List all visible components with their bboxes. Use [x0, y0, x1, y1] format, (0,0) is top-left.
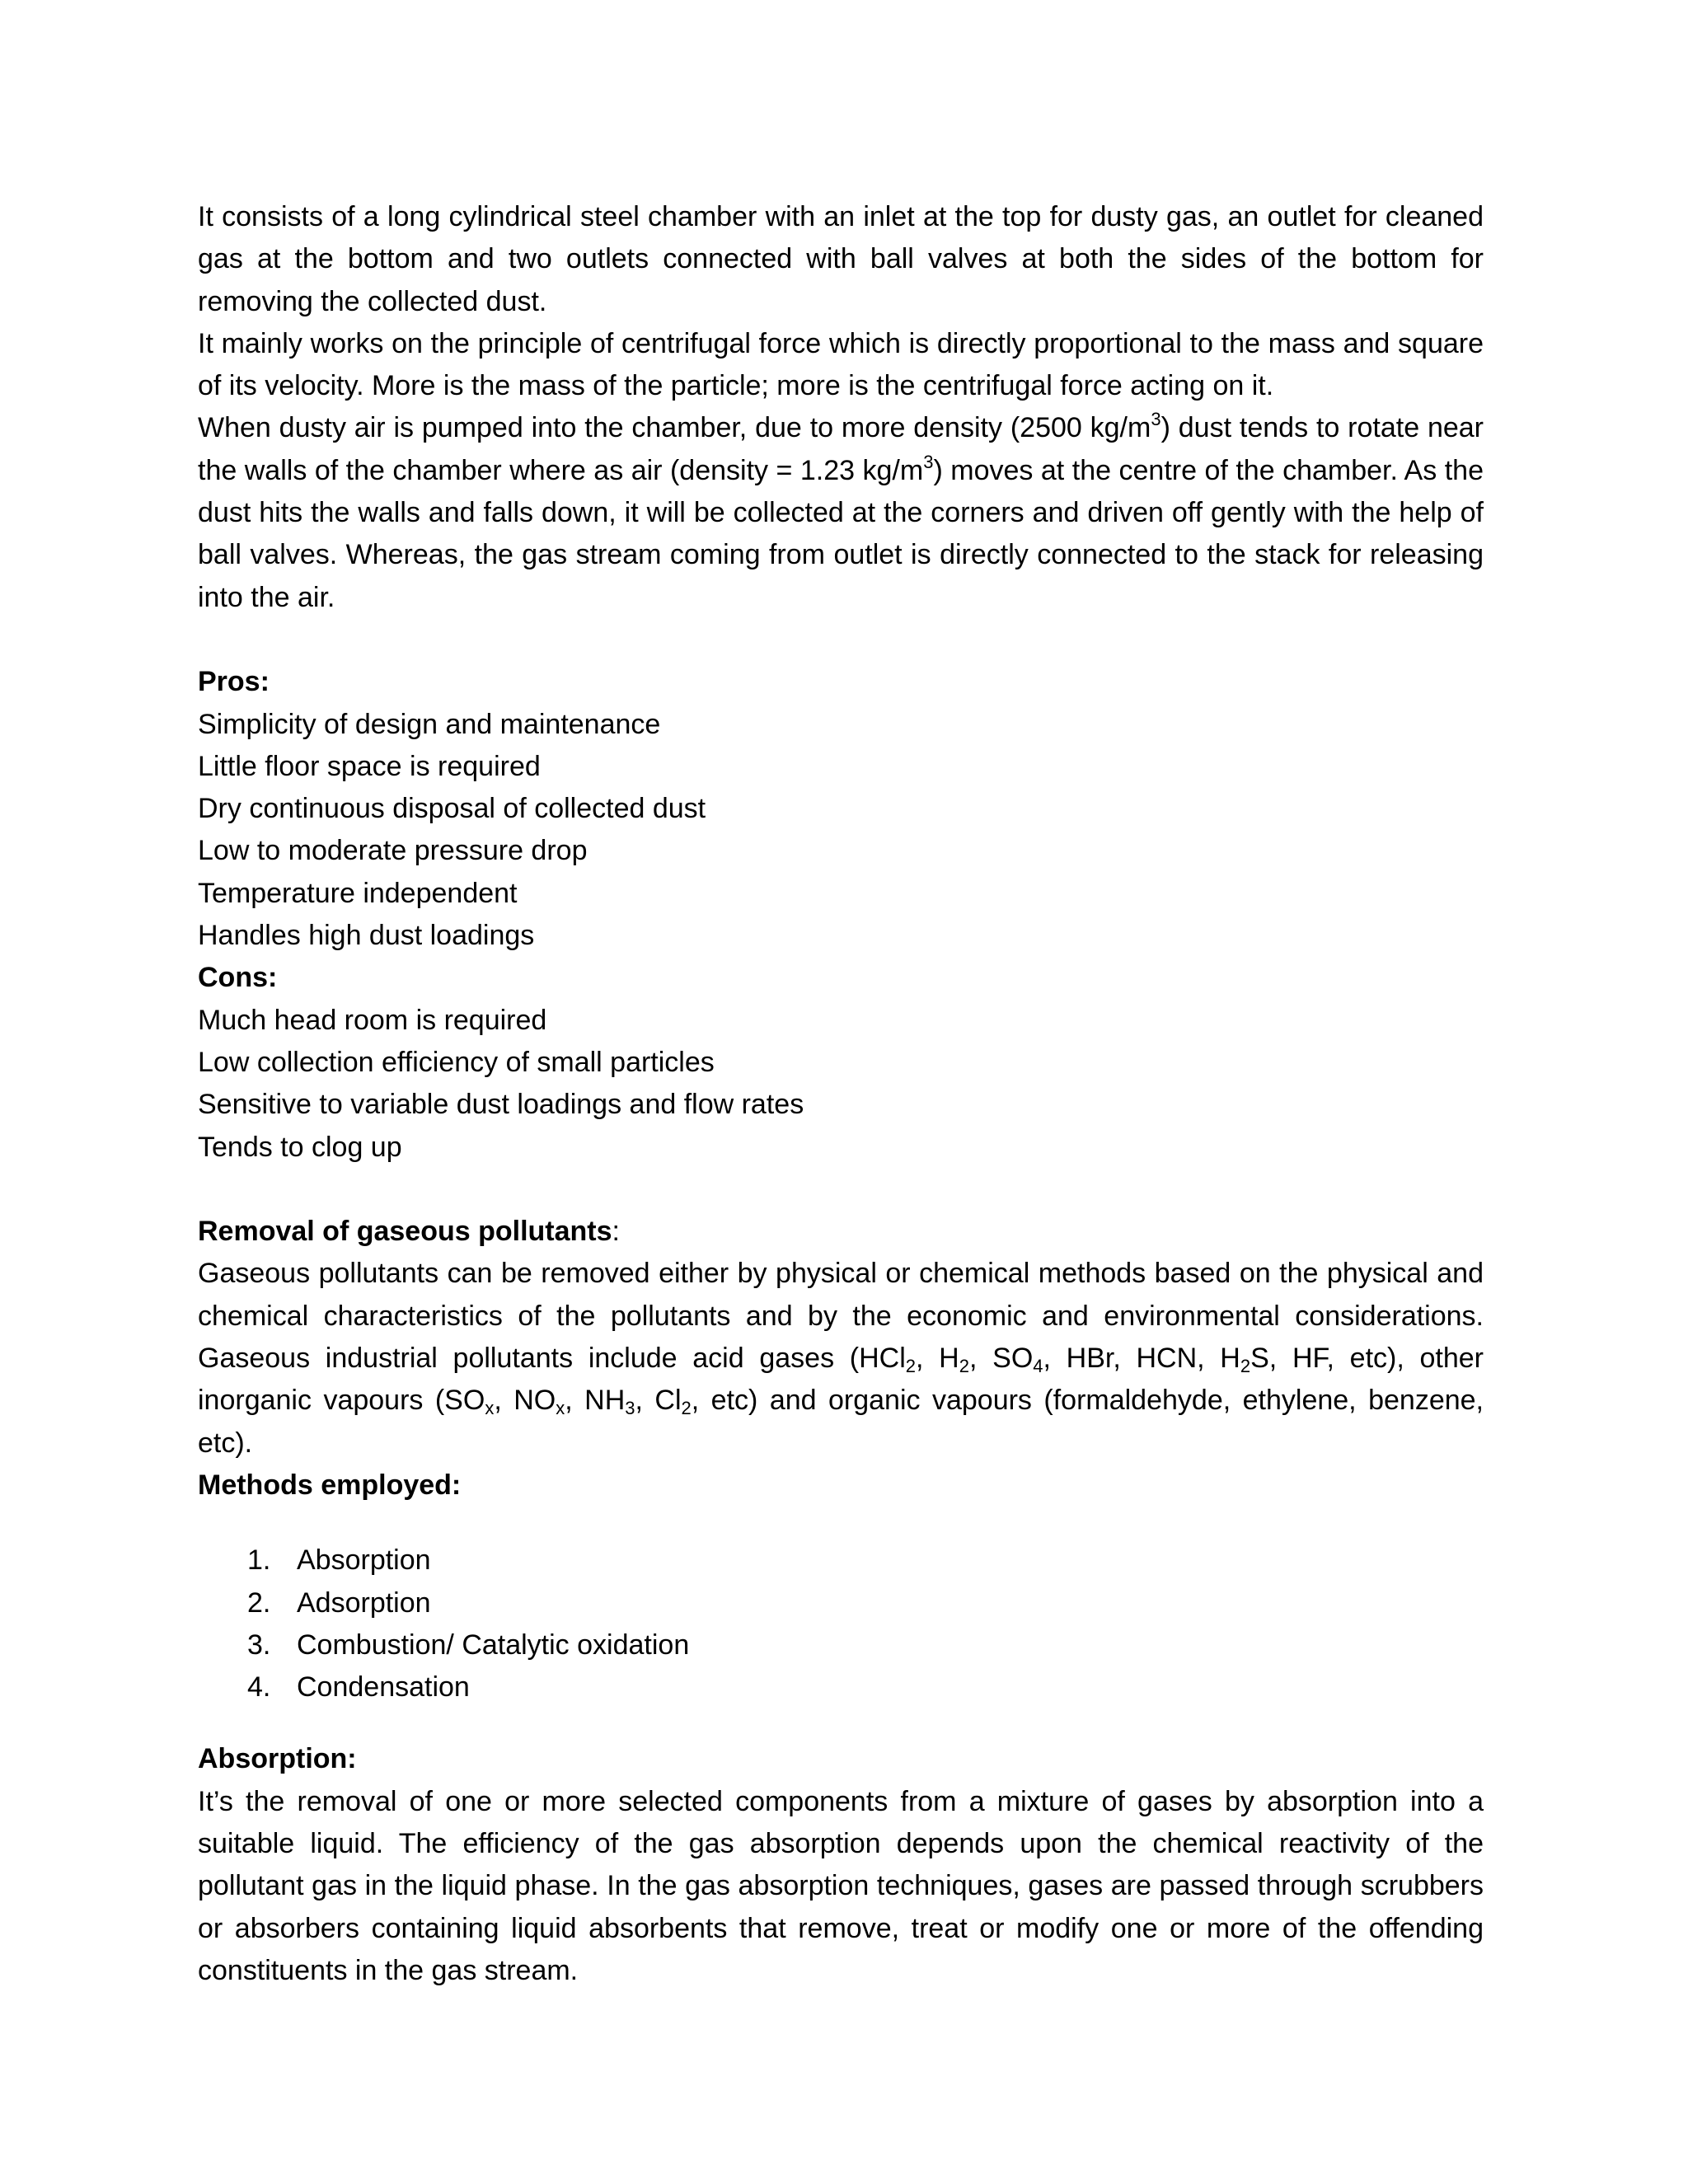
gaseous-pollutants-heading-line [198, 1211, 1484, 1253]
gaseous-pollutants-paragraph [198, 1253, 1484, 1464]
list-number: 3. [247, 1629, 271, 1661]
methods-heading: Methods employed: [198, 1469, 462, 1501]
pros-item: Temperature independent [198, 877, 518, 909]
superscript-3: 3 [1151, 409, 1161, 430]
list-number: 2. [247, 1586, 271, 1619]
spacer [198, 1169, 1484, 1211]
absorption-paragraph: It’s the removal of one or more selected components from a mixture of gases by absorption into a suitable liquid. The efficiency of the gas absorption depends upon the chemical reactivity of the pollutant gas in the liquid phase. In the gas absorption techniques, gases are passed through scrubbers or absorbers containing liquid absorbents that remove, treat or modify one or more of the offending constituents in the gas stream. [198, 1785, 1484, 1986]
pros-item: Low to moderate pressure drop [198, 835, 588, 867]
cons-item: Low collection efficiency of small particles [198, 1046, 715, 1078]
working-paragraph [198, 407, 1484, 618]
list-item [198, 1624, 1484, 1666]
gaseous-text: , H [916, 1343, 959, 1375]
pros-item: Little floor space is required [198, 750, 541, 782]
cyclone-description-paragraph: It consists of a long cylindrical steel chamber with an inlet at the top for dusty gas, an outlet for cleaned gas at the bottom and two outlets connected with ball valves at both the sides of the bottom for removing the collected dust. [198, 201, 1484, 317]
subscript: 3 [625, 1398, 635, 1419]
subscript: 2 [905, 1356, 917, 1377]
subscript: x [485, 1398, 495, 1419]
gaseous-text: , Cl [635, 1385, 682, 1417]
subscript: 4 [1033, 1356, 1043, 1377]
list-label: Condensation [297, 1671, 470, 1704]
list-item [198, 1582, 1484, 1624]
list-label: Adsorption [297, 1586, 431, 1619]
pros-item: Handles high dust loadings [198, 920, 535, 952]
working-text-a: When dusty air is pumped into the chamber, due to more density (2500 kg/m [198, 412, 1151, 444]
subscript: 2 [959, 1356, 969, 1377]
principle-paragraph: It mainly works on the principle of centrifugal force which is directly proportional to the mass and square of its velocity. More is the mass of the particle; more is the centrifugal force acting on it. [198, 327, 1484, 402]
spacer [198, 619, 1484, 661]
methods-list [198, 1540, 1484, 1708]
subscript: 2 [1240, 1356, 1251, 1377]
cons-heading: Cons: [198, 962, 278, 994]
list-label: Absorption [297, 1544, 431, 1577]
document-page [198, 196, 1484, 1992]
gaseous-text: , SO [968, 1343, 1034, 1375]
list-number: 1. [247, 1544, 271, 1577]
subscript: 2 [681, 1398, 692, 1419]
working-text-b: ) dust tends to rotate near the walls of the chamber where as air (density = 1.23 kg/m [198, 412, 1484, 486]
gaseous-text: Gaseous pollutants can be removed either by physical or chemical methods based on the physical and chemical characteristics of the pollutants and by the economic and environmental considerations. Gaseous industrial pollutants include acid gases (HCl [198, 1258, 1484, 1375]
gaseous-text: , NH [565, 1385, 626, 1417]
cons-item: Much head room is required [198, 1004, 547, 1036]
gaseous-pollutants-heading: Removal of gaseous pollutants [198, 1216, 612, 1248]
spacer [198, 1507, 1484, 1540]
spacer [198, 1708, 1484, 1738]
pros-item: Simplicity of design and maintenance [198, 708, 661, 740]
superscript-3: 3 [923, 451, 934, 472]
pros-heading: Pros: [198, 666, 270, 698]
cons-item: Tends to clog up [198, 1131, 402, 1163]
subscript: x [556, 1398, 565, 1419]
gaseous-text: S, HF, etc), other inorganic vapours (SO [198, 1343, 1484, 1417]
list-number: 4. [247, 1671, 271, 1704]
gaseous-text: , NO [494, 1385, 556, 1417]
gaseous-text: , HBr, HCN, H [1043, 1343, 1240, 1375]
gaseous-text: , etc) and organic vapours (formaldehyde, ethylene, benzene, etc). [198, 1385, 1484, 1459]
cons-item: Sensitive to variable dust loadings and flow rates [198, 1089, 804, 1121]
heading-colon: : [612, 1216, 620, 1248]
pros-item: Dry continuous disposal of collected dust [198, 793, 706, 825]
working-text-c: ) moves at the centre of the chamber. As the dust hits the walls and falls down, it will be collected at the corners and driven off gently with the help of ball valves. Whereas, the gas stream coming from outlet is directly connected to the stack for releasing into the air. [198, 454, 1484, 613]
list-item [198, 1666, 1484, 1708]
absorption-heading: Absorption: [198, 1743, 357, 1775]
list-label: Combustion/ Catalytic oxidation [297, 1629, 690, 1661]
list-item [198, 1540, 1484, 1582]
